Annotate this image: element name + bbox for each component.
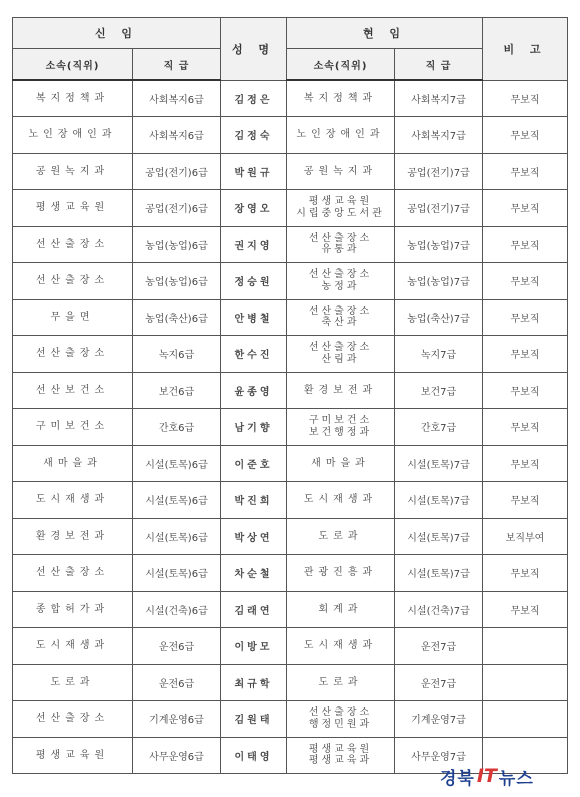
name-cell: 이준호 xyxy=(221,445,287,482)
new-department-cell: 평생교육원 xyxy=(13,190,133,227)
name-cell: 차순철 xyxy=(221,555,287,592)
new-department-cell: 선산출장소 xyxy=(13,226,133,263)
logo-left-text: 경북 xyxy=(440,768,475,789)
logo-right-text: 뉴스 xyxy=(498,768,534,789)
new-grade-cell: 농업(축산)6급 xyxy=(133,299,221,336)
new-grade-header: 직 급 xyxy=(133,49,221,81)
name-cell: 남기향 xyxy=(221,409,287,446)
new-grade-cell: 사회복지6급 xyxy=(133,80,221,117)
new-grade-cell: 공업(전기)6급 xyxy=(133,153,221,190)
current-grade-cell: 간호7급 xyxy=(395,409,483,446)
name-cell: 박원규 xyxy=(221,153,287,190)
current-grade-cell: 사무운영7급 xyxy=(395,737,483,774)
table-row xyxy=(13,80,568,117)
current-department-cell: 환경보전과 xyxy=(287,372,395,409)
new-affiliation-header: 소속(직위) xyxy=(13,49,133,81)
new-department-cell: 선산보건소 xyxy=(13,372,133,409)
new-post-header: 신 임 xyxy=(13,18,221,49)
remarks-cell xyxy=(483,701,568,738)
current-department-cell: 선산출장소 유통과 xyxy=(287,226,395,263)
remarks-cell: 무보직 xyxy=(483,336,568,373)
new-department-cell: 새마을과 xyxy=(13,445,133,482)
new-department-cell: 구미보건소 xyxy=(13,409,133,446)
remarks-cell: 무보직 xyxy=(483,555,568,592)
remarks-cell: 무보직 xyxy=(483,299,568,336)
table-row xyxy=(13,117,568,154)
name-cell: 김원태 xyxy=(221,701,287,738)
table-row xyxy=(13,226,568,263)
name-cell: 이방모 xyxy=(221,628,287,665)
current-grade-cell: 공업(전기)7급 xyxy=(395,153,483,190)
remarks-cell: 무보직 xyxy=(483,482,568,519)
remarks-cell: 무보직 xyxy=(483,591,568,628)
current-grade-cell: 운전7급 xyxy=(395,628,483,665)
table-row xyxy=(13,482,568,519)
current-department-cell: 도로과 xyxy=(287,664,395,701)
current-department-cell: 선산출장소 행정민원과 xyxy=(287,701,395,738)
remarks-cell: 무보직 xyxy=(483,80,568,117)
table-row xyxy=(13,263,568,300)
new-grade-cell: 사무운영6급 xyxy=(133,737,221,774)
table-row xyxy=(13,409,568,446)
current-grade-cell: 시설(토목)7급 xyxy=(395,555,483,592)
current-department-cell: 회계과 xyxy=(287,591,395,628)
new-department-cell: 무을면 xyxy=(13,299,133,336)
table-row xyxy=(13,518,568,555)
current-affiliation-header: 소속(직위) xyxy=(287,49,395,81)
table-row xyxy=(13,190,568,227)
new-grade-cell: 시설(토목)6급 xyxy=(133,518,221,555)
new-department-cell: 환경보전과 xyxy=(13,518,133,555)
table-row xyxy=(13,701,568,738)
current-grade-header: 직 급 xyxy=(395,49,483,81)
current-grade-cell: 기계운영7급 xyxy=(395,701,483,738)
new-grade-cell: 간호6급 xyxy=(133,409,221,446)
new-grade-cell: 농업(농업)6급 xyxy=(133,263,221,300)
new-grade-cell: 보건6급 xyxy=(133,372,221,409)
remarks-cell xyxy=(483,664,568,701)
current-department-cell: 관광진흥과 xyxy=(287,555,395,592)
current-grade-cell: 보건7급 xyxy=(395,372,483,409)
new-department-cell: 평생교육원 xyxy=(13,737,133,774)
current-department-cell: 새마을과 xyxy=(287,445,395,482)
current-grade-cell: 운전7급 xyxy=(395,664,483,701)
remarks-cell: 무보직 xyxy=(483,445,568,482)
name-cell: 권지영 xyxy=(221,226,287,263)
current-grade-cell: 사회복지7급 xyxy=(395,117,483,154)
new-grade-cell: 기계운영6급 xyxy=(133,701,221,738)
table-row xyxy=(13,445,568,482)
new-department-cell: 선산출장소 xyxy=(13,555,133,592)
table-row xyxy=(13,372,568,409)
table-row xyxy=(13,591,568,628)
remarks-cell: 무보직 xyxy=(483,153,568,190)
table-row xyxy=(13,336,568,373)
new-grade-cell: 농업(농업)6급 xyxy=(133,226,221,263)
current-department-cell: 도로과 xyxy=(287,518,395,555)
new-department-cell: 선산출장소 xyxy=(13,336,133,373)
current-department-cell: 선산출장소 산림과 xyxy=(287,336,395,373)
name-cell: 김정은 xyxy=(221,80,287,117)
name-cell: 정승원 xyxy=(221,263,287,300)
table-row xyxy=(13,299,568,336)
name-header: 성 명 xyxy=(221,18,287,81)
new-grade-cell: 시설(토목)6급 xyxy=(133,445,221,482)
table-row xyxy=(13,628,568,665)
name-cell: 박진희 xyxy=(221,482,287,519)
current-department-cell: 도시재생과 xyxy=(287,628,395,665)
table-row xyxy=(13,153,568,190)
current-grade-cell: 공업(전기)7급 xyxy=(395,190,483,227)
new-grade-cell: 사회복지6급 xyxy=(133,117,221,154)
current-department-cell: 공원녹지과 xyxy=(287,153,395,190)
new-department-cell: 노인장애인과 xyxy=(13,117,133,154)
new-grade-cell: 운전6급 xyxy=(133,628,221,665)
current-grade-cell: 사회복지7급 xyxy=(395,80,483,117)
table-row xyxy=(13,555,568,592)
remarks-cell: 무보직 xyxy=(483,263,568,300)
new-department-cell: 공원녹지과 xyxy=(13,153,133,190)
name-cell: 이태영 xyxy=(221,737,287,774)
new-grade-cell: 운전6급 xyxy=(133,664,221,701)
new-department-cell: 복지정책과 xyxy=(13,80,133,117)
name-cell: 한수진 xyxy=(221,336,287,373)
current-grade-cell: 시설(토목)7급 xyxy=(395,518,483,555)
current-grade-cell: 시설(건축)7급 xyxy=(395,591,483,628)
name-cell: 김래연 xyxy=(221,591,287,628)
new-grade-cell: 시설(건축)6급 xyxy=(133,591,221,628)
current-department-cell: 선산출장소 농정과 xyxy=(287,263,395,300)
name-cell: 윤종영 xyxy=(221,372,287,409)
current-department-cell: 평생교육원 평생교육과 xyxy=(287,737,395,774)
current-grade-cell: 농업(농업)7급 xyxy=(395,226,483,263)
current-department-cell: 평생교육원 시립중앙도서관 xyxy=(287,190,395,227)
remarks-cell: 무보직 xyxy=(483,372,568,409)
new-department-cell: 도시재생과 xyxy=(13,482,133,519)
current-department-cell: 도시재생과 xyxy=(287,482,395,519)
remarks-cell: 보직부여 xyxy=(483,518,568,555)
current-grade-cell: 시설(토목)7급 xyxy=(395,445,483,482)
name-cell: 장영오 xyxy=(221,190,287,227)
personnel-table xyxy=(12,17,568,774)
new-grade-cell: 시설(토목)6급 xyxy=(133,555,221,592)
current-department-cell: 구미보건소 보건행정과 xyxy=(287,409,395,446)
remarks-header: 비 고 xyxy=(483,18,568,81)
current-department-cell: 노인장애인과 xyxy=(287,117,395,154)
current-grade-cell: 농업(축산)7급 xyxy=(395,299,483,336)
news-logo xyxy=(440,765,534,787)
remarks-cell xyxy=(483,628,568,665)
table-row xyxy=(13,664,568,701)
name-cell: 김정숙 xyxy=(221,117,287,154)
new-department-cell: 선산출장소 xyxy=(13,701,133,738)
new-department-cell: 도로과 xyxy=(13,664,133,701)
name-cell: 최규학 xyxy=(221,664,287,701)
new-grade-cell: 녹지6급 xyxy=(133,336,221,373)
current-grade-cell: 녹지7급 xyxy=(395,336,483,373)
current-department-cell: 선산출장소 축산과 xyxy=(287,299,395,336)
remarks-cell: 무보직 xyxy=(483,190,568,227)
remarks-cell: 무보직 xyxy=(483,409,568,446)
logo-it-text: IT xyxy=(476,765,497,787)
current-department-cell: 복지정책과 xyxy=(287,80,395,117)
remarks-cell: 무보직 xyxy=(483,226,568,263)
current-post-header: 현 임 xyxy=(287,18,483,49)
new-department-cell: 선산출장소 xyxy=(13,263,133,300)
new-grade-cell: 공업(전기)6급 xyxy=(133,190,221,227)
name-cell: 박상연 xyxy=(221,518,287,555)
name-cell: 안병철 xyxy=(221,299,287,336)
new-department-cell: 종합허가과 xyxy=(13,591,133,628)
current-grade-cell: 농업(농업)7급 xyxy=(395,263,483,300)
current-grade-cell: 시설(토목)7급 xyxy=(395,482,483,519)
new-grade-cell: 시설(토목)6급 xyxy=(133,482,221,519)
new-department-cell: 도시재생과 xyxy=(13,628,133,665)
remarks-cell: 무보직 xyxy=(483,117,568,154)
